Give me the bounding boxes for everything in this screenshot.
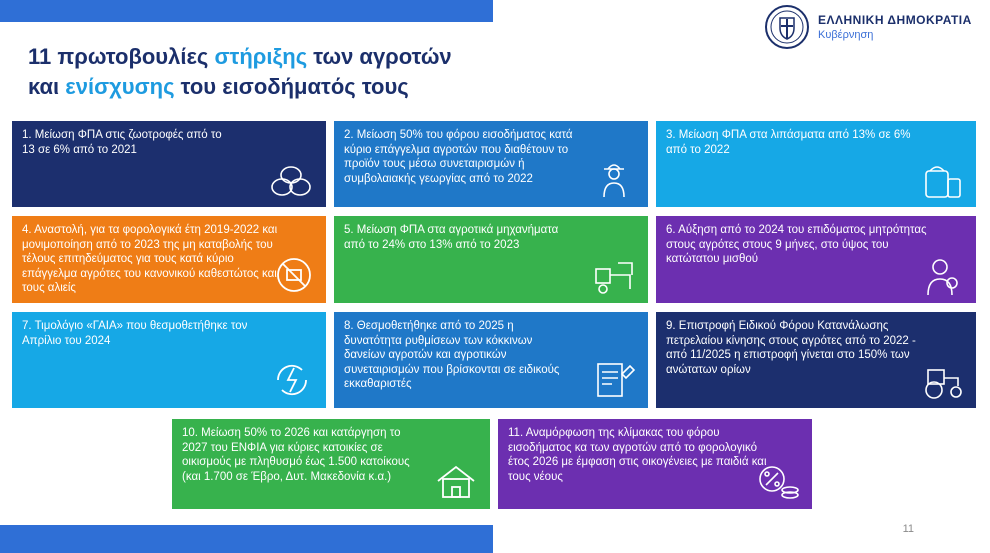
title-line-2	[28, 72, 452, 102]
machinery-icon	[590, 255, 638, 295]
contract-icon	[590, 360, 638, 400]
initiative-text: 4. Αναστολή, για τα φορολογικά έτη 2019-2022 και μονιμοποίηση από το 2023 της μη καταβολής του τέλους επιτηδεύματος για τους κατά κύριο επάγγελμα αγρότες του κανονικού καθεστώτος και τους αλιείς	[22, 224, 278, 294]
title-highlight: στήριξης	[214, 44, 308, 69]
energy-icon	[268, 360, 316, 400]
initiative-card-5	[334, 216, 648, 303]
initiative-text: 11. Αναμόρφωση της κλίμακας του φόρου εισοδήματος κα των αγροτών από το φορολογικό έτος 2026 με έμφαση στις οικογένειες με παιδιά και τους νέους	[508, 427, 767, 483]
feed-sacks-icon	[268, 159, 316, 199]
government-logo	[764, 4, 972, 50]
government-name: ΕΛΛΗΝΙΚΗ ΔΗΜΟΚΡΑΤΙΑ	[818, 13, 972, 27]
initiative-card-11	[498, 419, 812, 509]
title-line-1	[28, 42, 452, 72]
initiative-card-9	[656, 312, 976, 408]
initiative-text: 9. Επιστροφή Ειδικού Φόρου Κατανάλωσης πετρελαίου κίνησης στους αγρότες από το 2022 - από 11/2025 η επιστροφή γίνεται στο 150% των ανώτατων ορίων	[666, 320, 916, 376]
fertilizer-icon	[918, 159, 966, 199]
initiative-card-8	[334, 312, 648, 408]
initiative-text: 3. Μείωση ΦΠΑ στα λιπάσματα από 13% σε 6% από το 2022	[666, 129, 911, 156]
initiative-card-2	[334, 121, 648, 207]
house-icon	[432, 461, 480, 501]
initiative-card-4	[12, 216, 326, 303]
initiative-text: 2. Μείωση 50% του φόρου εισοδήματος κατά κύριο επάγγελμα αγροτών που διαθέτουν το προϊόν τους μέσω συνεταιρισμών ή συμβολαιακής γεωργίας από το 2022	[344, 129, 573, 185]
page-number: 11	[902, 523, 914, 535]
initiative-text: 7. Τιμολόγιο «ΓΑΙΑ» που θεσμοθετήθηκε τον Απρίλιο του 2024	[22, 320, 248, 347]
initiative-card-1	[12, 121, 326, 207]
initiative-text: 1. Μείωση ΦΠΑ στις ζωοτροφές από το 13 σε 6% από το 2021	[22, 129, 222, 156]
title-highlight: ενίσχυσης	[65, 74, 175, 99]
initiative-text: 6. Αύξηση από το 2024 του επιδόματος μητρότητας στους αγρότες στους 9 μήνες, στο ύψος του κατώτατου μισθού	[666, 224, 927, 265]
initiative-card-3	[656, 121, 976, 207]
title-text: του εισοδήματός τους	[174, 74, 409, 99]
initiative-text: 5. Μείωση ΦΠΑ στα αγροτικά μηχανήματα από το 24% στο 13% από το 2023	[344, 224, 559, 251]
initiative-card-6	[656, 216, 976, 303]
tractor-icon	[918, 360, 966, 400]
title-text: των αγροτών	[307, 44, 452, 69]
coat-of-arms-icon	[764, 4, 810, 50]
initiative-card-10	[172, 419, 490, 509]
slide-title	[28, 42, 452, 102]
bottom-accent-bar	[0, 525, 493, 553]
initiative-text: 10. Μείωση 50% το 2026 και κατάργηση το 2027 του ΕΝΦΙΑ για κύριες κατοικίες σε οικισμούς με πληθυσμό έως 1.500 κατοίκους (και 1.700 σε Έβρο, Δυτ. Μακεδονία κ.α.)	[182, 427, 410, 483]
government-subtitle: Κυβέρνηση	[818, 29, 874, 41]
top-accent-bar	[0, 0, 493, 22]
initiative-card-7	[12, 312, 326, 408]
title-text: 11 πρωτοβουλίες	[28, 44, 215, 69]
initiative-text: 8. Θεσμοθετήθηκε από το 2025 η δυνατότητα ρυθμίσεων των κόκκινων δανείων αγροτών και αγροτικών συνεταιρισμών που βρίσκονται σε ειδικούς εκκαθαριστές	[344, 320, 560, 390]
title-text: και	[28, 74, 66, 99]
